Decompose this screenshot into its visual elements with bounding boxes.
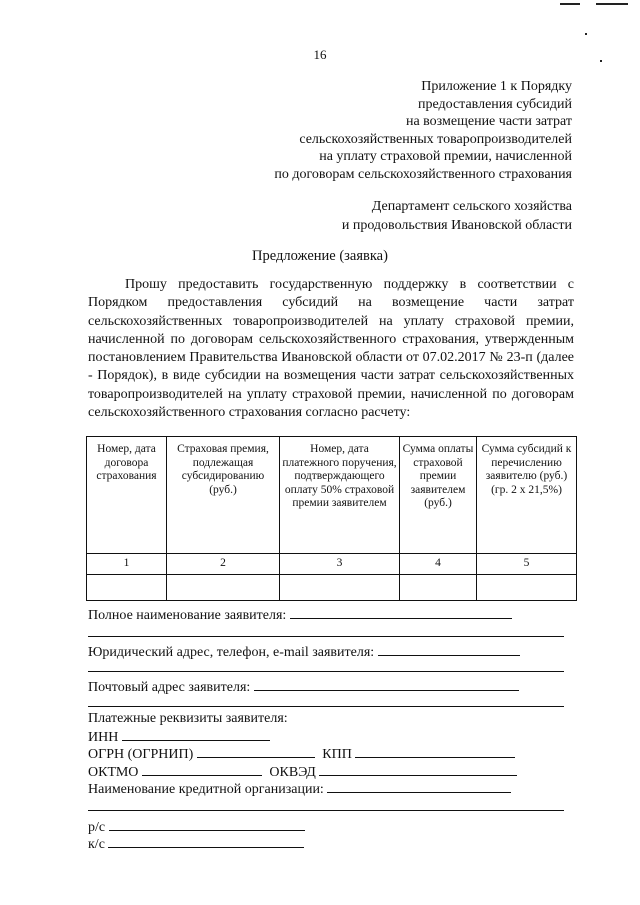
table-header-cell: Номер, дата платежного поручения, подтверждающего оплату 50% страховой премии заявителем <box>280 437 400 554</box>
postal-address-row <box>88 677 519 696</box>
ks-row <box>88 834 304 853</box>
legal-address-row <box>88 642 520 661</box>
postal-address-label: Почтовый адрес заявителя: <box>88 680 251 695</box>
addressee-department <box>342 197 572 235</box>
column-number: 5 <box>477 554 577 575</box>
bank-name-row <box>88 779 511 798</box>
okved-label: ОКВЭД <box>269 765 316 780</box>
table-row <box>87 575 577 601</box>
ogrn-field[interactable] <box>197 744 315 758</box>
table-cell[interactable] <box>477 575 577 601</box>
appendix-note <box>274 78 572 184</box>
appendix-line: на уплату страховой премии, начисленной <box>319 149 572 165</box>
full-name-field[interactable] <box>290 605 512 619</box>
legal-address-label: Юридический адрес, телефон, e-mail заявителя: <box>88 645 375 660</box>
inn-label: ИНН <box>88 730 119 745</box>
bank-name-field[interactable] <box>327 779 511 793</box>
department-line: и продовольствия Ивановской области <box>341 218 572 233</box>
appendix-line: сельскохозяйственных товаропроизводителей <box>299 131 572 147</box>
kpp-field[interactable] <box>355 744 515 758</box>
ks-field[interactable] <box>108 834 304 848</box>
page-number: 16 <box>313 47 327 62</box>
column-number: 4 <box>400 554 477 575</box>
department-line: Департамент сельского хозяйства <box>371 199 572 214</box>
bank-name-label: Наименование кредитной организации: <box>88 782 324 797</box>
appendix-line: Приложение 1 к Порядку <box>421 79 572 94</box>
table-header-cell: Номер, дата договора страхования <box>87 437 167 554</box>
legal-address-continuation-line[interactable] <box>88 671 564 672</box>
inn-field[interactable] <box>122 727 270 741</box>
table-header-cell: Страховая премия, подлежащая субсидированию (руб.) <box>167 437 280 554</box>
postal-address-continuation-line[interactable] <box>88 706 564 707</box>
full-name-label: Полное наименование заявителя: <box>88 608 287 623</box>
appendix-line: по договорам сельскохозяйственного страхования <box>274 166 572 182</box>
table-cell[interactable] <box>87 575 167 601</box>
calculation-table <box>86 436 577 601</box>
ogrn-label: ОГРН (ОГРНИП) <box>88 747 194 762</box>
ogrn-kpp-row <box>88 744 515 763</box>
table-header-cell: Сумма субсидий к перечислению заявителю (руб.) (гр. 2 х 21,5%) <box>477 437 577 554</box>
table-number-row <box>87 554 577 575</box>
request-paragraph: Прошу предоставить государственную поддержку в соответствии с Порядком предоставления субсидий на возмещение части затрат сельскохозяйственных товаропроизводителей на уплату страховой премии, начисленной по договорам сельскохозяйственного страхования, утвержденным постановлением Правительства Ивановской области от 07.02.2017 № 23-п (далее - Порядок), в виде субсидии на возмещения части затрат сельскохозяйственных товаропроизводителей на уплату страховой премии, начисленной по договорам сельскохозяйственного страхования согласно расчету: <box>88 277 574 421</box>
scan-mark-line-2 <box>596 3 628 5</box>
oktmo-label: ОКТМО <box>88 765 139 780</box>
column-number: 1 <box>87 554 167 575</box>
bank-name-continuation-line[interactable] <box>88 810 564 811</box>
scan-mark-dot-1 <box>585 33 587 35</box>
appendix-line: предоставления субсидий <box>417 96 572 112</box>
column-number: 2 <box>167 554 280 575</box>
table-cell[interactable] <box>400 575 477 601</box>
full-name-row <box>88 605 512 624</box>
kpp-label: КПП <box>322 747 352 762</box>
oktmo-field[interactable] <box>142 762 262 776</box>
rs-label: р/с <box>88 820 106 835</box>
legal-address-field[interactable] <box>378 642 520 656</box>
table-header-cell: Сумма оплаты страховой премии заявителем (руб.) <box>400 437 477 554</box>
scan-mark-line-1 <box>560 3 580 5</box>
okved-field[interactable] <box>319 762 517 776</box>
column-number: 3 <box>280 554 400 575</box>
table-cell[interactable] <box>167 575 280 601</box>
full-name-continuation-line[interactable] <box>88 636 564 637</box>
postal-address-field[interactable] <box>254 677 519 691</box>
ks-label: к/с <box>88 837 105 852</box>
appendix-line: на возмещение части затрат <box>405 114 572 130</box>
table-cell[interactable] <box>280 575 400 601</box>
payment-details-heading: Платежные реквизиты заявителя: <box>88 711 288 726</box>
table-header-row <box>87 437 577 554</box>
document-title: Предложение (заявка) <box>252 248 388 264</box>
rs-field[interactable] <box>109 817 305 831</box>
